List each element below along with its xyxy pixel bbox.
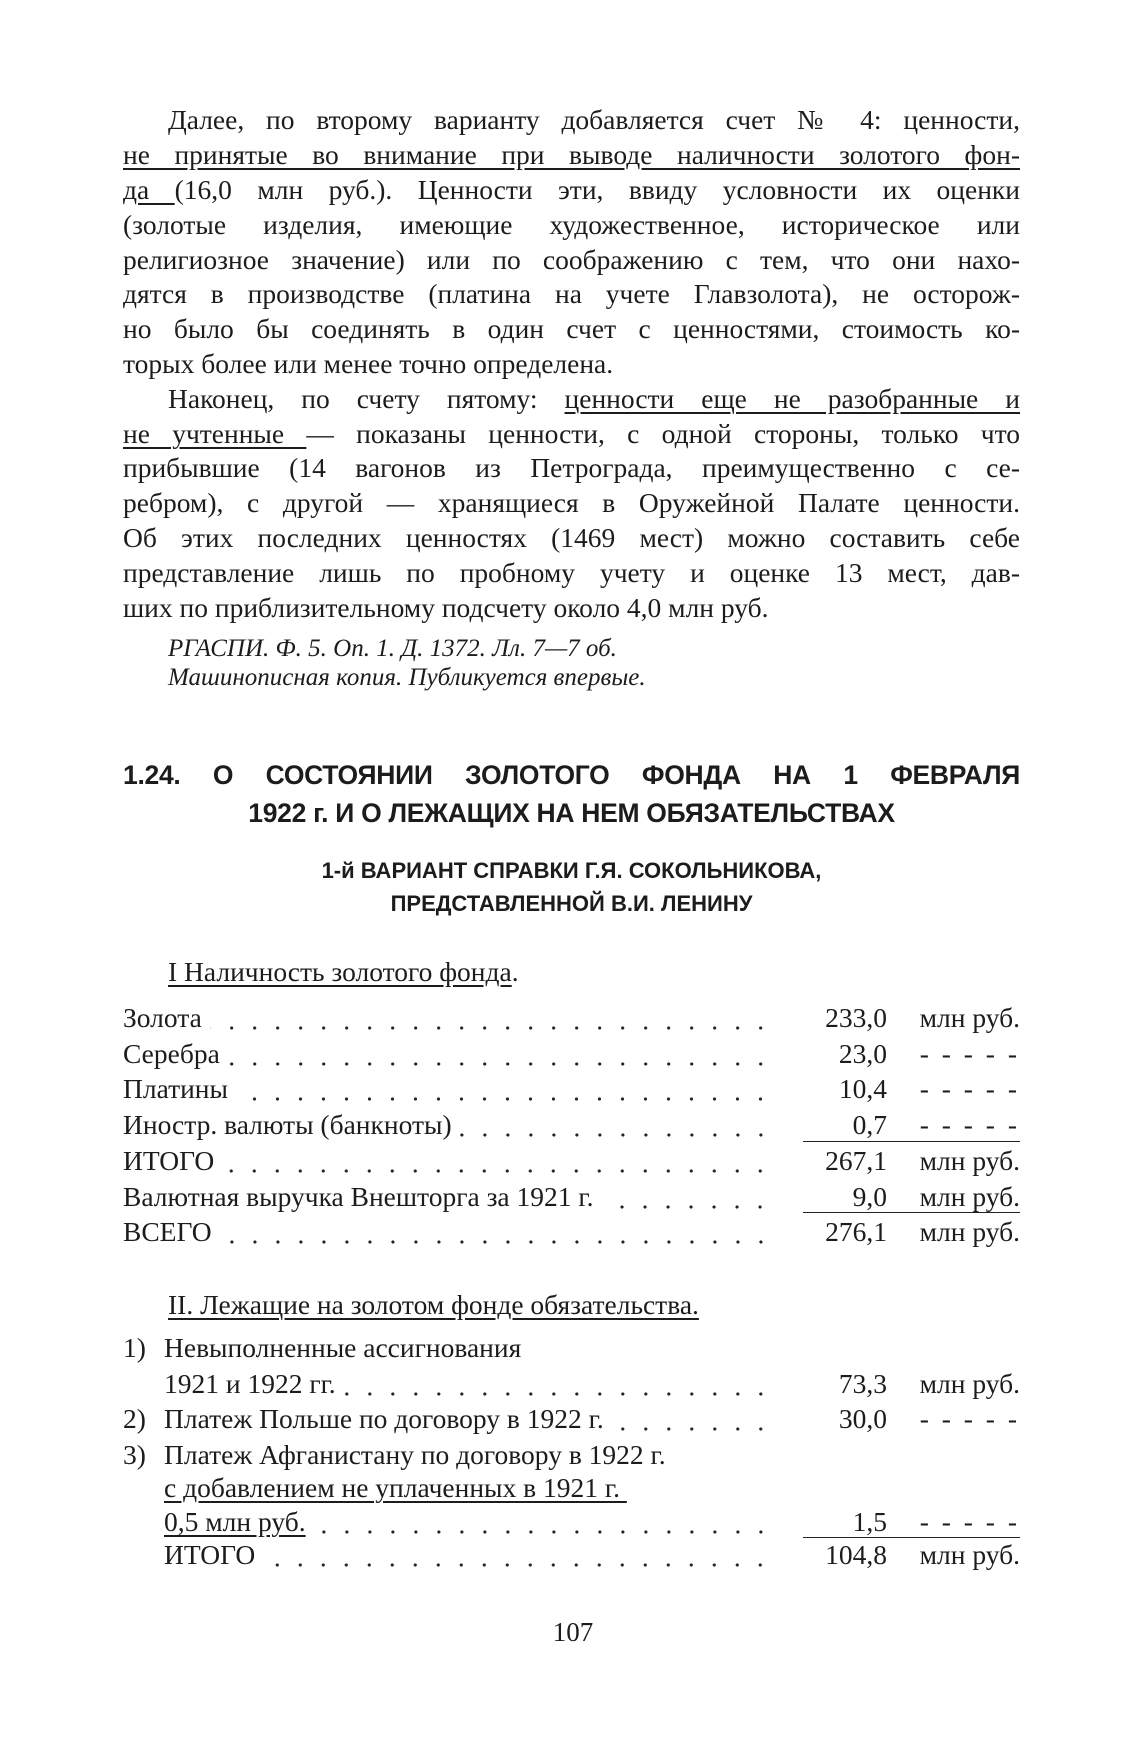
row-label: Платины <box>123 1073 229 1104</box>
dot-leader <box>210 1000 772 1036</box>
archive-citation: РГАСПИ. Ф. 5. Оп. 1. Д. 1372. Лл. 7—7 об. <box>168 635 617 662</box>
text: но было бы соединять в один счет с ценностями, стоимость ко- <box>123 313 1020 344</box>
row-label: ИТОГО <box>123 1145 215 1176</box>
item-label: 1921 и 1922 гг. <box>164 1368 336 1399</box>
row-value: 276,1 <box>825 1216 887 1247</box>
row-label: Золота <box>123 1002 202 1033</box>
row-unit: млн руб. <box>919 1145 1020 1176</box>
item-label-underlined: с добавлением не уплаченных в 1921 г. <box>164 1472 627 1503</box>
underlined-text: ценности еще не разобранные и <box>564 383 1020 414</box>
paragraph-line <box>168 381 1020 416</box>
item-label: Невыполненные ассигнования <box>164 1332 522 1363</box>
row-label: Иностр. валюты (банкноты) <box>123 1109 452 1140</box>
total-value: 104,8 <box>825 1539 887 1570</box>
table-row <box>123 1107 1020 1143</box>
ditto-marks: - - - - - <box>919 1403 1020 1434</box>
total-unit: млн руб. <box>919 1539 1020 1570</box>
dot-leader <box>228 1036 772 1072</box>
paragraph-line <box>123 555 1020 590</box>
text: — показаны ценности, с одной стороны, только что <box>306 418 1020 449</box>
item-label: Платеж Афганистану по договору в 1922 г. <box>164 1439 666 1470</box>
dot-leader <box>222 1143 772 1179</box>
section-title-period: . <box>511 956 519 987</box>
dot-leader <box>220 1214 772 1250</box>
paragraph-line <box>123 450 1020 485</box>
list-item-continuation <box>123 1366 1020 1402</box>
list-item <box>123 1330 1020 1366</box>
paragraph-line <box>123 416 1020 451</box>
dot-leader <box>601 1179 772 1215</box>
paragraph-line <box>123 207 1020 242</box>
dot-leader <box>460 1107 772 1143</box>
text: (золотые изделия, имеющие художественное, историческое или <box>123 209 1020 240</box>
ditto-marks: - - - - - <box>919 1506 1020 1537</box>
list-item-continuation <box>123 1504 1020 1540</box>
item-number: 3) <box>123 1439 146 1470</box>
sum-rule <box>803 1141 1020 1142</box>
paragraph-line <box>123 590 1020 625</box>
underlined-text: не учтенные <box>123 418 307 449</box>
row-label: ВСЕГО <box>123 1216 212 1247</box>
table-row <box>123 1071 1020 1107</box>
row-label: Серебра <box>123 1038 220 1069</box>
item-value: 73,3 <box>838 1368 887 1399</box>
section-title <box>168 954 519 989</box>
paragraph-line <box>123 346 1020 381</box>
row-unit: млн руб. <box>919 1181 1020 1212</box>
item-label-underlined: 0,5 млн руб. <box>164 1506 306 1537</box>
list-item <box>123 1401 1020 1437</box>
table-row <box>123 1036 1020 1072</box>
underlined-text: да <box>123 174 175 205</box>
section-title: II. Лежащие на золотом фонде обязательства. <box>168 1289 699 1320</box>
section-title-text: I Наличность золотого фонда <box>168 956 512 987</box>
row-value: 0,7 <box>852 1109 887 1140</box>
row-value: 23,0 <box>838 1038 887 1069</box>
text: Наконец, по счету пятому: <box>168 383 565 414</box>
dot-leader <box>236 1071 772 1107</box>
table-row <box>123 1214 1020 1250</box>
ditto-marks: - - - - - <box>919 1073 1020 1104</box>
text: (16,0 млн руб.). Ценности эти, ввиду условности их оценки <box>174 174 1020 205</box>
row-value: 9,0 <box>852 1181 887 1212</box>
heading-line: 1.24. О СОСТОЯНИИ ЗОЛОТОГО ФОНДА НА 1 ФЕВРАЛЯ <box>123 760 1020 790</box>
paragraph-line <box>123 276 1020 311</box>
text: представление лишь по пробному учету и оценке 13 мест, дав- <box>123 557 1020 588</box>
paragraph-line <box>168 102 1020 137</box>
list-item <box>123 1437 1020 1473</box>
row-label: Валютная выручка Внешторга за 1921 г. <box>123 1181 594 1212</box>
row-value: 267,1 <box>825 1145 887 1176</box>
row-value: 233,0 <box>825 1002 887 1033</box>
paragraph-line <box>123 520 1020 555</box>
total-row <box>123 1537 1020 1573</box>
subheading-line: 1-й ВАРИАНТ СПРАВКИ Г.Я. СОКОЛЬНИКОВА, <box>321 858 822 883</box>
item-unit: млн руб. <box>919 1368 1020 1399</box>
table-row <box>123 1179 1020 1215</box>
dot-leader <box>263 1537 772 1573</box>
paragraph-line <box>123 485 1020 520</box>
list-item-continuation <box>123 1470 1020 1506</box>
text: Об этих последних ценностях (1469 мест) можно составить себе <box>123 522 1020 553</box>
ditto-marks: - - - - - <box>919 1109 1020 1140</box>
heading-line: 1922 г. И О ЛЕЖАЩИХ НА НЕМ ОБЯЗАТЕЛЬСТВАХ <box>248 798 895 828</box>
document-heading <box>123 756 1020 832</box>
paragraph-line <box>123 242 1020 277</box>
item-label: Платеж Польше по договору в 1922 г. <box>164 1403 604 1434</box>
row-value: 10,4 <box>838 1073 887 1104</box>
table-row <box>123 1000 1020 1036</box>
item-number: 2) <box>123 1403 146 1434</box>
ditto-marks: - - - - - <box>919 1038 1020 1069</box>
dot-leader <box>314 1504 772 1540</box>
sum-rule <box>803 1212 1020 1213</box>
dot-leader <box>612 1401 772 1437</box>
item-value: 1,5 <box>852 1506 887 1537</box>
publication-note: Машинописная копия. Публикуется впервые. <box>168 664 646 691</box>
text: торых более или менее точно определена. <box>123 348 614 379</box>
document-subheading <box>123 854 1020 920</box>
text: ших по приблизительному подсчету около 4,0 млн руб. <box>123 592 769 623</box>
item-value: 30,0 <box>838 1403 887 1434</box>
text: прибывшие (14 вагонов из Петрограда, преимущественно с се- <box>123 452 1020 483</box>
item-number: 1) <box>123 1332 146 1363</box>
paragraph-line <box>123 172 1020 207</box>
text: дятся в производстве (платина на учете Главзолота), не осторож- <box>123 278 1020 309</box>
underlined-text: не принятые во внимание при выводе наличности золотого фон- <box>123 139 1020 170</box>
row-unit: млн руб. <box>919 1002 1020 1033</box>
page-number: 107 <box>552 1617 594 1647</box>
text: Далее, по второму варианту добавляется счет № 4: ценности, <box>168 104 1020 135</box>
paragraph-line <box>123 311 1020 346</box>
row-unit: млн руб. <box>919 1216 1020 1247</box>
paragraph-line <box>123 137 1020 172</box>
text: ребром), с другой — хранящиеся в Оружейной Палате ценности. <box>123 487 1020 518</box>
subheading-line: ПРЕДСТАВЛЕННОЙ В.И. ЛЕНИНУ <box>390 891 753 916</box>
text: религиозное значение) или по соображению с тем, что они нахо- <box>123 244 1020 275</box>
table-row <box>123 1143 1020 1179</box>
total-label: ИТОГО <box>164 1539 256 1570</box>
dot-leader <box>344 1366 772 1402</box>
